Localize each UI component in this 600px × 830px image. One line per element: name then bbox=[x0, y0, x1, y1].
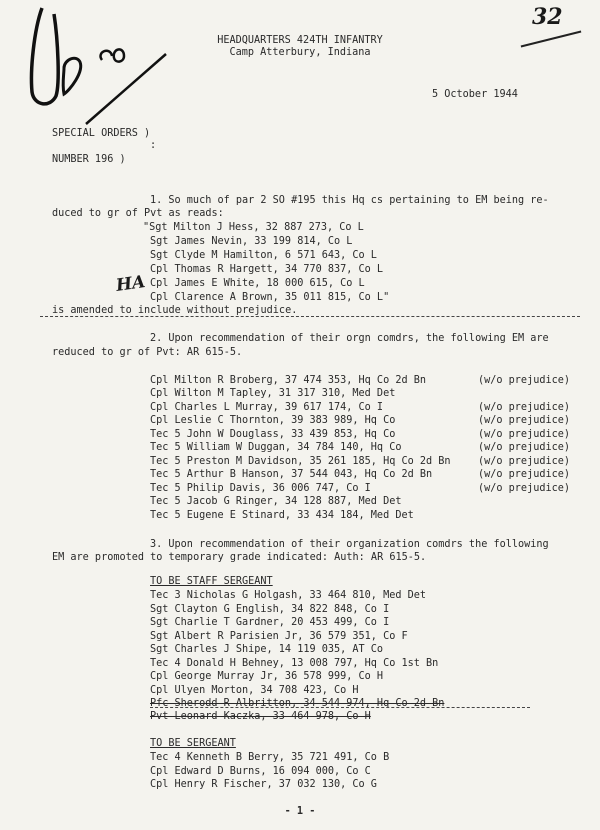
table-row bbox=[0, 388, 600, 400]
enlisted-name: Cpl Wilton M Tapley, 31 317 310, Med Det bbox=[150, 388, 396, 399]
prejudice-note: (w/o prejudice) bbox=[478, 429, 571, 440]
prejudice-note: (w/o prejudice) bbox=[478, 415, 571, 426]
list-item: Cpl Henry R Fischer, 37 032 130, Co G bbox=[150, 779, 377, 790]
list-item: Cpl George Murray Jr, 36 578 999, Co H bbox=[150, 671, 384, 682]
par1-closing: is amended to include without prejudice. bbox=[52, 305, 298, 316]
struck-list-item: Pvt Leonard Kaczka, 33 464 978, Co H bbox=[150, 711, 371, 722]
list-item: Tec 4 Kenneth B Berry, 35 721 491, Co B bbox=[150, 752, 390, 763]
page-number: - 1 - bbox=[284, 806, 316, 817]
prejudice-note: (w/o prejudice) bbox=[478, 375, 571, 386]
list-item: Sgt Charles J Shipe, 14 119 035, AT Co bbox=[150, 644, 384, 655]
list-item: Sgt James Nevin, 33 199 814, Co L bbox=[150, 236, 353, 247]
divider-2 bbox=[150, 707, 530, 708]
par2-line2: reduced to gr of Pvt: AR 615-5. bbox=[52, 347, 243, 358]
enlisted-name: Tec 5 John W Douglass, 33 439 853, Hq Co bbox=[150, 429, 396, 440]
par1-line1: 1. So much of par 2 SO #195 this Hq cs pertaining to EM being re- bbox=[150, 195, 549, 206]
prejudice-note: (w/o prejudice) bbox=[478, 483, 571, 494]
list-item: Tec 4 Donald H Behney, 13 008 797, Hq Co 1st Bn bbox=[150, 658, 439, 669]
table-row bbox=[0, 375, 600, 387]
table-row bbox=[0, 429, 600, 441]
special-orders-label: SPECIAL ORDERS ) bbox=[52, 128, 151, 139]
enlisted-name: Tec 5 Jacob G Ringer, 34 128 887, Med Det bbox=[150, 496, 402, 507]
table-row bbox=[0, 510, 600, 522]
par2-line1: 2. Upon recommendation of their orgn comdrs, the following EM are bbox=[150, 333, 549, 344]
header-location: Camp Atterbury, Indiana bbox=[229, 47, 371, 58]
prejudice-note: (w/o prejudice) bbox=[478, 456, 571, 467]
header-title: HEADQUARTERS 424TH INFANTRY bbox=[217, 35, 383, 46]
colon-mark: : bbox=[150, 140, 157, 151]
list-item: Sgt Clayton G English, 34 822 848, Co I bbox=[150, 604, 390, 615]
prejudice-note: (w/o prejudice) bbox=[478, 402, 571, 413]
list-item: Cpl Clarence A Brown, 35 011 815, Co L" bbox=[150, 292, 390, 303]
enlisted-name: Cpl Leslie C Thornton, 39 383 989, Hq Co bbox=[150, 415, 396, 426]
margin-initials-mark: HA bbox=[114, 272, 147, 296]
list-item: Cpl Ulyen Morton, 34 708 423, Co H bbox=[150, 685, 359, 696]
list-item: Cpl Thomas R Hargett, 34 770 837, Co L bbox=[150, 264, 384, 275]
order-number: NUMBER 196 ) bbox=[52, 154, 126, 165]
list-item: Tec 3 Nicholas G Holgash, 33 464 810, Med Det bbox=[150, 590, 427, 601]
struck-list-item: Pfc Sherodd R Albritton, 34 544 974, Hq Co 2d Bn bbox=[150, 698, 445, 709]
enlisted-name: Tec 5 Arthur B Hanson, 37 544 043, Hq Co 2d Bn bbox=[150, 469, 433, 480]
list-item: Cpl James E White, 18 000 615, Co L bbox=[150, 278, 365, 289]
staff-sergeant-heading: TO BE STAFF SERGEANT bbox=[150, 576, 273, 587]
table-row bbox=[0, 456, 600, 468]
list-item: Sgt Clyde M Hamilton, 6 571 643, Co L bbox=[150, 250, 377, 261]
handwritten-ud-co-mark bbox=[20, 0, 180, 130]
prejudice-note: (w/o prejudice) bbox=[478, 469, 571, 480]
list-item: Cpl Edward D Burns, 16 094 000, Co C bbox=[150, 766, 371, 777]
list-item: Sgt Albert R Parisien Jr, 36 579 351, Co F bbox=[150, 631, 408, 642]
table-row bbox=[0, 442, 600, 454]
enlisted-name: Tec 5 Philip Davis, 36 006 747, Co I bbox=[150, 483, 371, 494]
par1-line2: duced to gr of Pvt as reads: bbox=[52, 208, 224, 219]
par3-line1: 3. Upon recommendation of their organization comdrs the following bbox=[150, 539, 549, 550]
enlisted-name: Cpl Milton R Broberg, 37 474 353, Hq Co 2d Bn bbox=[150, 375, 427, 386]
prejudice-note: (w/o prejudice) bbox=[478, 442, 571, 453]
corner-page-number: 32 bbox=[532, 4, 563, 30]
table-row bbox=[0, 496, 600, 508]
enlisted-name: Cpl Charles L Murray, 39 617 174, Co I bbox=[150, 402, 384, 413]
par3-line2: EM are promoted to temporary grade indicated: Auth: AR 615-5. bbox=[52, 552, 427, 563]
divider-1 bbox=[40, 316, 580, 317]
table-row bbox=[0, 483, 600, 495]
sergeant-heading: TO BE SERGEANT bbox=[150, 738, 236, 749]
enlisted-name: Tec 5 Preston M Davidson, 35 261 185, Hq Co 2d Bn bbox=[150, 456, 451, 467]
table-row bbox=[0, 415, 600, 427]
order-date: 5 October 1944 bbox=[432, 89, 518, 100]
enlisted-name: Tec 5 Eugene E Stinard, 33 434 184, Med Det bbox=[150, 510, 414, 521]
table-row bbox=[0, 402, 600, 414]
table-row bbox=[0, 469, 600, 481]
list-item: "Sgt Milton J Hess, 32 887 273, Co L bbox=[143, 222, 364, 233]
list-item: Sgt Charlie T Gardner, 20 453 499, Co I bbox=[150, 617, 390, 628]
enlisted-name: Tec 5 William W Duggan, 34 784 140, Hq Co bbox=[150, 442, 402, 453]
